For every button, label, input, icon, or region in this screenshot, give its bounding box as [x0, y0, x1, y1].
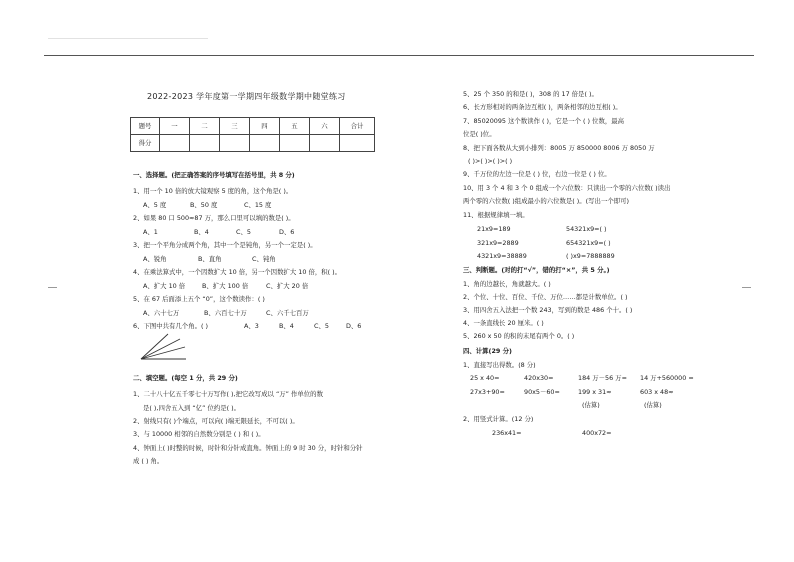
question-2: 2、如果 80 口 500≈87 万，那么口里可以填的数是( )。 [133, 214, 295, 222]
q4-option-c[interactable]: C、扩大 20 倍 [266, 282, 309, 290]
score-cell[interactable] [160, 135, 190, 152]
calc-item: 603 x 48≈ [640, 388, 674, 396]
fill-1-line-2: 是( ),四舍五入到 “亿” 位约是( )。 [143, 404, 241, 412]
pattern-left: 21x9=189 [477, 225, 511, 233]
calc-item: 184 万－56 万= [578, 374, 627, 382]
q6-option-c[interactable]: C、5 [314, 322, 329, 330]
score-cell[interactable] [220, 135, 250, 152]
score-table-header-row [131, 118, 375, 135]
score-header-cell: 一 [160, 118, 190, 135]
section-3-title: 三、判断题。(对的打“√”，错的打“×”，共 5 分。) [463, 266, 610, 274]
faint-top-line [48, 38, 208, 39]
calc-item: 199 x 31≈ [578, 388, 612, 396]
pattern-left: 321x9=2889 [477, 239, 519, 247]
fill-10-line-1: 10、用 3 个 4 和 3 个 0 组成一个六位数：只读出一个零的六位数( )读出 [463, 184, 671, 192]
q2-option-a[interactable]: A、1 [143, 228, 158, 236]
fill-3: 3、与 10000 相邻的自然数分别是 ( ) 和 ( )。 [133, 430, 265, 438]
score-header-cell: 题号 [131, 118, 160, 135]
question-6: 6、下图中共有几个角。( ) [133, 322, 208, 330]
fill-5: 5、25 个 350 的和是( )，308 的 17 倍是( )。 [463, 90, 598, 98]
vertical-calc-item: 400x72= [582, 429, 612, 437]
section-2-title: 二、填空题。(每空 1 分，共 29 分) [133, 374, 238, 382]
fill-8-line-2: ( )>( )>( )>( ) [468, 157, 513, 165]
angle-figure [140, 333, 190, 361]
calc-item: 25 x 40= [470, 374, 500, 382]
fill-11: 11、根据规律填一填。 [463, 211, 529, 219]
q3-option-a[interactable]: A、锐角 [143, 255, 167, 263]
q5-option-b[interactable]: B、六百七十万 [204, 309, 247, 317]
right-margin-mark [742, 287, 751, 288]
score-table-score-row [131, 135, 375, 152]
q5-option-c[interactable]: C、六千七百万 [266, 309, 309, 317]
score-header-cell: 五 [280, 118, 310, 135]
calc-2-title: 2、用竖式计算。(12 分) [463, 415, 534, 423]
score-cell[interactable] [190, 135, 220, 152]
question-1: 1、用一个 10 倍的放大镜观察 5 度的角，这个角是( )。 [133, 187, 293, 195]
estimate-label: (估算) [582, 401, 600, 409]
pattern-right: ( )x9=7888889 [566, 252, 615, 260]
section-1-title: 一、选择题。(把正确答案的序号填写在括号里，共 8 分) [133, 171, 295, 179]
fill-10-line-2: 两个零的六位数( )组成最小的六位数是( )。(写出一个即可) [463, 197, 630, 205]
page-title: 2022-2023 学年度第一学期四年级数学期中随堂练习 [147, 92, 346, 101]
top-rule [44, 55, 754, 56]
fill-6: 6、长方形相对的两条边互相( )，两条相邻的边互相( )。 [463, 103, 622, 111]
q2-option-d[interactable]: D、6 [279, 228, 295, 236]
pattern-left: 4321x9=38889 [477, 252, 527, 260]
pattern-right: 654321x9=( ) [566, 239, 611, 247]
left-margin-mark [48, 287, 57, 288]
score-cell[interactable] [250, 135, 280, 152]
q1-option-c[interactable]: C、15 度 [244, 201, 272, 209]
score-header-cell: 合计 [340, 118, 375, 135]
angle-ray [141, 339, 180, 359]
judge-4: 4、一条直线长 20 厘米。( ) [463, 319, 544, 327]
judge-2: 2、个位、十位、百位、千位、万位……都是计数单位。( ) [463, 293, 628, 301]
q3-option-c[interactable]: C、钝角 [252, 255, 276, 263]
score-table [130, 117, 375, 152]
fill-2: 2、射线只有( )个端点，可以向( )端无限延长，不可以( )。 [133, 417, 299, 425]
fill-8-line-1: 8、把下面各数从大到小排列：8005 万 850000 8006 万 8050 万 [463, 144, 655, 152]
q4-option-a[interactable]: A、扩大 10 倍 [143, 282, 186, 290]
score-header-cell: 三 [220, 118, 250, 135]
calc-item: 420x30= [524, 374, 554, 382]
judge-3: 3、用四舍五入法把一个数 243，写到的数是 486 个十。( ) [463, 306, 633, 314]
score-cell[interactable] [280, 135, 310, 152]
vertical-calc-item: 236x41= [492, 429, 522, 437]
score-header-cell: 四 [250, 118, 280, 135]
fill-7-line-2: 位是( )位。 [463, 130, 496, 138]
score-header-cell: 六 [310, 118, 340, 135]
score-header-cell: 二 [190, 118, 220, 135]
calc-item: 14 万+560000 = [640, 374, 694, 382]
q6-option-d[interactable]: D、6 [346, 322, 362, 330]
calc-item: 90x5－60= [524, 388, 560, 396]
question-3: 3、把一个平角分成两个角，其中一个是钝角，另一个一定是( )。 [133, 241, 317, 249]
fill-1-line-1: 1、二十八十亿五千零七十万写作( ),把它改写成以 “万” 作单位的数 [133, 390, 323, 398]
q6-option-b[interactable]: B、4 [279, 322, 294, 330]
question-4: 4、在乘法算式中，一个因数扩大 10 倍，另一个因数扩大 10 倍，积( )。 [133, 268, 342, 276]
fill-4-line-1: 4、钟面上( )时整的时候，时针和分针成直角。钟面上的 9 时 30 分，时针和分针 [133, 444, 363, 452]
judge-5: 5、260 x 50 的积的末尾有两个 0。( ) [463, 332, 575, 340]
q1-option-b[interactable]: B、50 度 [190, 201, 218, 209]
fill-7-line-1: 7、85020095 这个数读作 ( )，它是一个 ( ) 位数，最高 [463, 117, 625, 125]
pattern-right: 54321x9=( ) [566, 225, 607, 233]
q3-option-b[interactable]: B、直角 [198, 255, 222, 263]
section-4-title: 四、计算(29 分) [463, 347, 512, 355]
calc-item: 27x3+90= [470, 388, 505, 396]
fill-4-line-2: 成 ( ) 角。 [133, 457, 164, 465]
estimate-label: (估算) [644, 401, 662, 409]
calc-1-title: 1、直接写出得数。(8 分) [463, 361, 536, 369]
judge-1: 1、角的边越长，角就越大。( ) [463, 280, 551, 288]
question-5: 5、在 67 后面添上五个 “0”，这个数读作：( ) [133, 295, 265, 303]
q4-option-b[interactable]: B、扩大 100 倍 [202, 282, 249, 290]
q6-option-a[interactable]: A、3 [244, 322, 259, 330]
score-cell[interactable] [340, 135, 375, 152]
q5-option-a[interactable]: A、六十七万 [143, 309, 180, 317]
fill-9: 9、千万位的左边一位是 ( ) 位，右边一位是 ( ) 位。 [463, 170, 611, 178]
score-cell[interactable] [310, 135, 340, 152]
q2-option-c[interactable]: C、5 [236, 228, 251, 236]
q1-option-a[interactable]: A、5 度 [143, 201, 167, 209]
score-row-label: 得分 [131, 135, 160, 152]
q2-option-b[interactable]: B、4 [194, 228, 209, 236]
